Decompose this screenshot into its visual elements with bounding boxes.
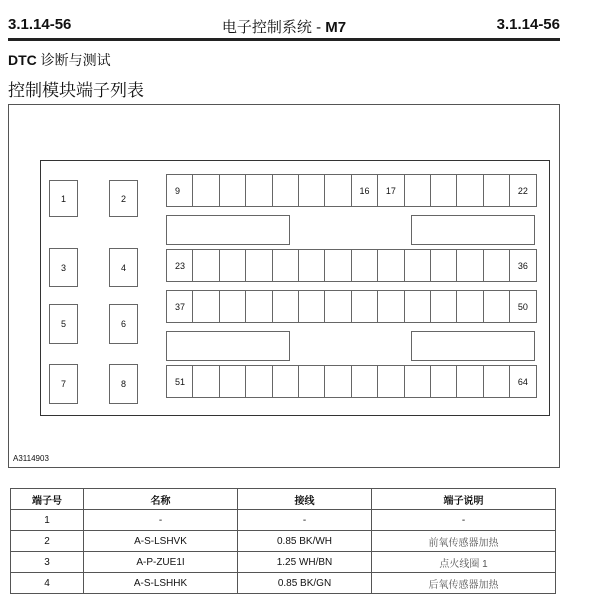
page-title: 电子控制系统 - M7	[221, 19, 347, 36]
terminal-cell	[377, 290, 404, 323]
pin-4: 4	[109, 248, 138, 287]
terminal-cell	[351, 365, 378, 398]
terminal-cell	[483, 365, 510, 398]
terminal-cell	[456, 174, 483, 207]
terminal-cell	[192, 290, 219, 323]
pin-3: 3	[49, 248, 78, 287]
terminal-cell	[324, 174, 351, 207]
table-row	[11, 552, 556, 573]
key-bar-left-upper	[166, 215, 290, 245]
terminal-cell: 9	[166, 174, 193, 207]
table-row	[11, 510, 556, 531]
terminal-cell	[272, 174, 299, 207]
terminal-cell: 17	[377, 174, 404, 207]
terminal-cell	[219, 365, 246, 398]
terminal-cell	[377, 249, 404, 282]
terminal-cell	[430, 249, 457, 282]
terminal-cell	[404, 365, 431, 398]
terminal-cell: 51	[166, 365, 193, 398]
cell-name: -	[84, 510, 238, 531]
terminal-cell	[430, 365, 457, 398]
terminal-cell	[483, 174, 510, 207]
terminal-cell	[219, 249, 246, 282]
terminal-cell	[430, 174, 457, 207]
terminal-cell: 64	[509, 365, 536, 398]
cell-wiring: -	[238, 510, 372, 531]
terminal-cell	[245, 249, 272, 282]
cell-pin: 3	[11, 552, 84, 573]
terminal-cell	[298, 290, 325, 323]
section-heading: 控制模块端子列表	[8, 81, 144, 101]
terminal-cell	[456, 249, 483, 282]
terminal-cell	[245, 174, 272, 207]
cell-description: -	[372, 510, 556, 531]
terminal-cell	[219, 174, 246, 207]
pin-7: 7	[49, 364, 78, 404]
page-header	[8, 8, 560, 41]
figure-id: A3114903	[13, 454, 49, 463]
cell-pin: 4	[11, 573, 84, 594]
table-row	[11, 573, 556, 594]
cell-wiring: 0.85 BK/GN	[238, 573, 372, 594]
terminal-cell	[219, 290, 246, 323]
terminal-cell	[272, 249, 299, 282]
cell-description: 后氧传感器加热	[372, 573, 556, 594]
terminal-cell: 50	[509, 290, 536, 323]
cell-name: A-S-LSHVK	[84, 531, 238, 552]
pin-1: 1	[49, 180, 78, 217]
terminal-cell	[245, 290, 272, 323]
terminal-cell: 36	[509, 249, 536, 282]
subsection-title: DTC 诊断与测试	[8, 52, 111, 68]
cell-name: A-P-ZUE1I	[84, 552, 238, 573]
key-bar-right-upper	[411, 215, 535, 245]
table-header-row	[11, 489, 556, 510]
col-description: 端子说明	[372, 489, 556, 510]
terminal-cell	[272, 365, 299, 398]
terminal-cell	[324, 365, 351, 398]
terminal-cell	[351, 290, 378, 323]
terminal-cell	[324, 290, 351, 323]
terminal-cell	[377, 365, 404, 398]
terminal-cell	[404, 249, 431, 282]
terminal-cell: 37	[166, 290, 193, 323]
terminal-cell: 23	[166, 249, 193, 282]
terminal-cell	[483, 249, 510, 282]
cell-wiring: 1.25 WH/BN	[238, 552, 372, 573]
table-row	[11, 531, 556, 552]
cell-pin: 2	[11, 531, 84, 552]
terminal-cell	[192, 249, 219, 282]
connector-outline	[40, 160, 550, 416]
terminal-cell	[404, 290, 431, 323]
terminal-cell: 16	[351, 174, 378, 207]
terminal-cell	[324, 249, 351, 282]
pin-6: 6	[109, 304, 138, 344]
key-bar-right-lower	[411, 331, 535, 361]
terminal-cell	[272, 290, 299, 323]
terminal-cell: 22	[509, 174, 536, 207]
cell-description: 点火线圈 1	[372, 552, 556, 573]
pin-8: 8	[109, 364, 138, 404]
terminal-cell	[245, 365, 272, 398]
pin-5: 5	[49, 304, 78, 344]
connector-figure	[8, 104, 560, 468]
cell-wiring: 0.85 BK/WH	[238, 531, 372, 552]
terminal-cell	[404, 174, 431, 207]
terminal-cell	[298, 365, 325, 398]
col-name: 名称	[84, 489, 238, 510]
terminal-cell	[192, 365, 219, 398]
terminal-cell	[456, 365, 483, 398]
key-bar-left-lower	[166, 331, 290, 361]
terminal-cell	[456, 290, 483, 323]
terminal-cell	[430, 290, 457, 323]
pin-2: 2	[109, 180, 138, 217]
cell-description: 前氧传感器加热	[372, 531, 556, 552]
cell-name: A-S-LSHHK	[84, 573, 238, 594]
pin-table	[10, 488, 556, 594]
section-number-right: 3.1.14-56	[496, 16, 560, 33]
terminal-cell	[298, 249, 325, 282]
terminal-cell	[483, 290, 510, 323]
terminal-cell	[298, 174, 325, 207]
terminal-cell	[192, 174, 219, 207]
col-wiring: 接线	[238, 489, 372, 510]
model-label: M7	[325, 19, 347, 36]
terminal-cell	[351, 249, 378, 282]
col-pin-no: 端子号	[11, 489, 84, 510]
section-number-left: 3.1.14-56	[8, 16, 72, 33]
cell-pin: 1	[11, 510, 84, 531]
